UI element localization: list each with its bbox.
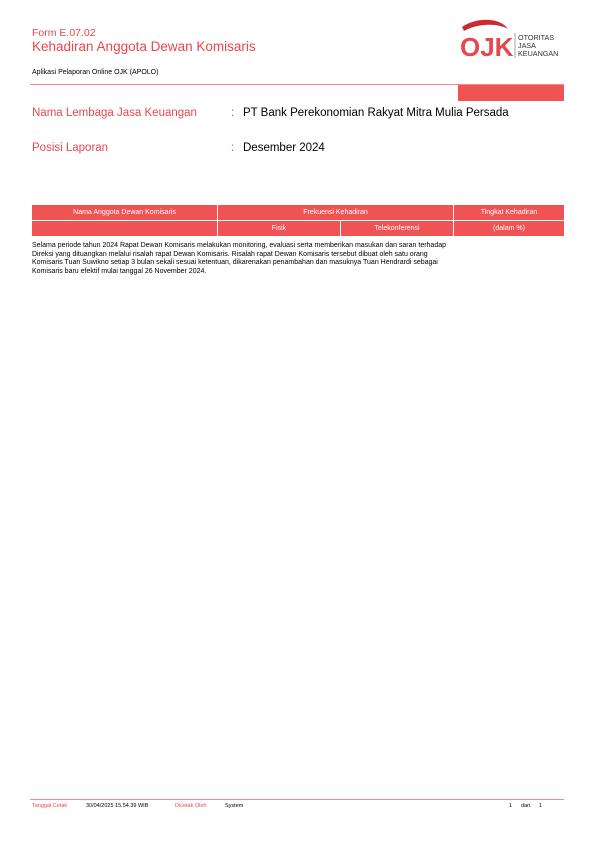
- page-total: 1: [539, 803, 543, 809]
- footer-divider: [30, 799, 564, 800]
- logo-line2: JASA: [518, 41, 536, 50]
- header-accent-block: [458, 85, 564, 101]
- institution-value: PT Bank Perekonomian Rakyat Mitra Mulia Persada: [243, 107, 509, 119]
- table-subheader-row: [32, 221, 565, 237]
- logo-line1: OTORITAS: [518, 33, 555, 42]
- ojk-logo: [456, 19, 568, 63]
- period-separator: :: [231, 142, 235, 154]
- period-label: Posisi Laporan: [32, 142, 109, 154]
- col-header-rate: Tingkat Kehadiran: [454, 205, 565, 221]
- attendance-table: [31, 204, 565, 237]
- app-name: Aplikasi Pelaporan Online OJK (APOLO): [32, 69, 159, 76]
- period-value: Desember 2024: [243, 142, 325, 154]
- print-date-label: Tanggal Cetak: [32, 803, 68, 809]
- col-header-teleconference: Telekonferensi: [341, 221, 454, 237]
- col-header-rate-unit: (dalam %): [454, 221, 565, 237]
- institution-separator: :: [231, 107, 235, 119]
- logo-line3: KEUANGAN: [518, 49, 559, 58]
- table-header-row: [32, 205, 565, 221]
- col-header-frequency: Frekuensi Kehadiran: [218, 205, 454, 221]
- note-paragraph: Selama periode tahun 2024 Rapat Dewan Komisaris melakukan monitoring, evaluasi serta memberikan masukan dan saran terhadap Direksi yang dituangkan melalui risalah rapat Dewan Komisaris. Risalah rapat Dewan Komisaris tersebut dibuat oleh satu orang Komisaris Tuan Suwikno setiap 3 bulan sekali sesuai ketentuan, dikarenakan penambahan dan masuknya Tuan Hendrardi sebagai Komisaris baru efektif mulai tanggal 26 November 2024.: [32, 242, 447, 275]
- col-header-name: Nama Anggota Dewan Komisaris: [32, 205, 218, 221]
- form-code: Form E.07.02: [32, 27, 96, 39]
- printed-by-label: Dicetak Oleh: [175, 803, 207, 809]
- logo-swoosh: [462, 20, 508, 31]
- form-title: Kehadiran Anggota Dewan Komisaris: [32, 39, 256, 54]
- printed-by-value: System: [225, 803, 244, 809]
- logo-letters: OJK: [460, 32, 514, 62]
- institution-label: Nama Lembaga Jasa Keuangan: [32, 107, 197, 119]
- col-header-name-empty: [32, 221, 218, 237]
- print-date-value: 30/04/2025 15.54.39 WIB: [86, 803, 149, 809]
- page-of: dari: [521, 803, 531, 809]
- col-header-physical: Fisik: [218, 221, 341, 237]
- page-current: 1: [509, 803, 513, 809]
